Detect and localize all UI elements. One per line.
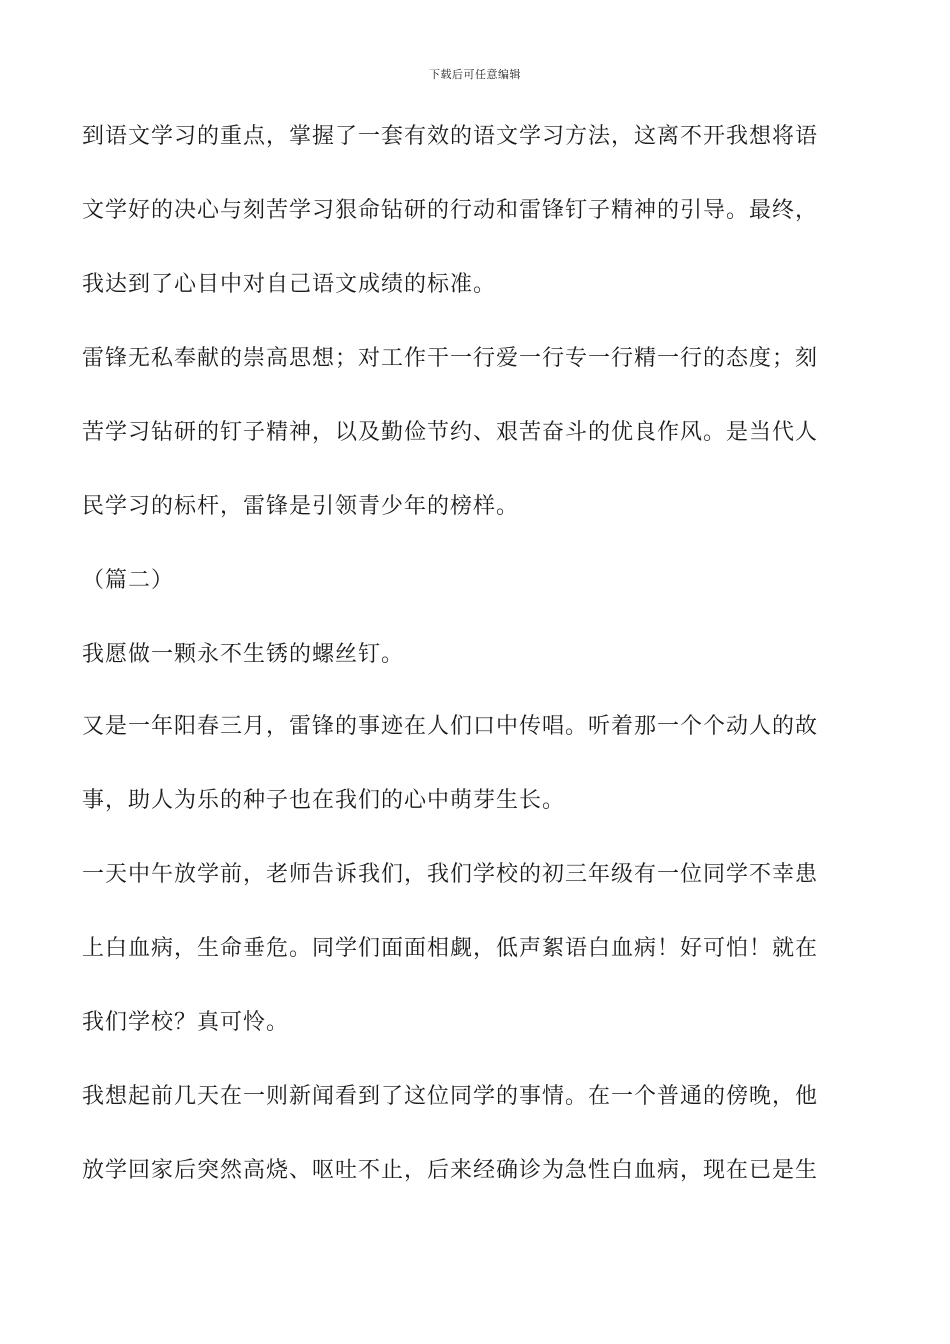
page-header: 下载后可任意编辑 xyxy=(429,68,521,81)
text-line: 文学好的决心与刻苦学习狠命钻研的行动和雷锋钉子精神的引导。最终， xyxy=(82,198,819,223)
section-heading: （篇二） xyxy=(82,568,175,593)
text-line: 我达到了心目中对自己语文成绩的标准。 xyxy=(82,272,497,297)
text-line: 民学习的标杆，雷锋是引领青少年的榜样。 xyxy=(82,494,520,519)
text-line: 我们学校？真可怜。 xyxy=(82,1010,290,1035)
text-line: 我愿做一颗永不生锈的螺丝钉。 xyxy=(82,642,405,667)
text-line: 事，助人为乐的种子也在我们的心中萌芽生长。 xyxy=(82,788,566,813)
text-line: 到语文学习的重点，掌握了一套有效的语文学习方法，这离不开我想将语 xyxy=(82,124,819,149)
text-line: 我想起前几天在一则新闻看到了这位同学的事情。在一个普通的傍晚，他 xyxy=(82,1084,819,1109)
text-line: 苦学习钻研的钉子精神，以及勤俭节约、艰苦奋斗的优良作风。是当代人 xyxy=(82,420,819,445)
text-line: 一天中午放学前，老师告诉我们，我们学校的初三年级有一位同学不幸患 xyxy=(82,862,819,887)
text-line: 雷锋无私奉献的崇高思想；对工作干一行爱一行专一行精一行的态度；刻 xyxy=(82,346,819,371)
text-line: 放学回家后突然高烧、呕吐不止，后来经确诊为急性白血病，现在已是生 xyxy=(82,1158,819,1183)
text-line: 又是一年阳春三月，雷锋的事迹在人们口中传唱。听着那一个个动人的故 xyxy=(82,714,819,739)
text-line: 上白血病，生命垂危。同学们面面相觑，低声絮语白血病！好可怕！就在 xyxy=(82,936,819,961)
